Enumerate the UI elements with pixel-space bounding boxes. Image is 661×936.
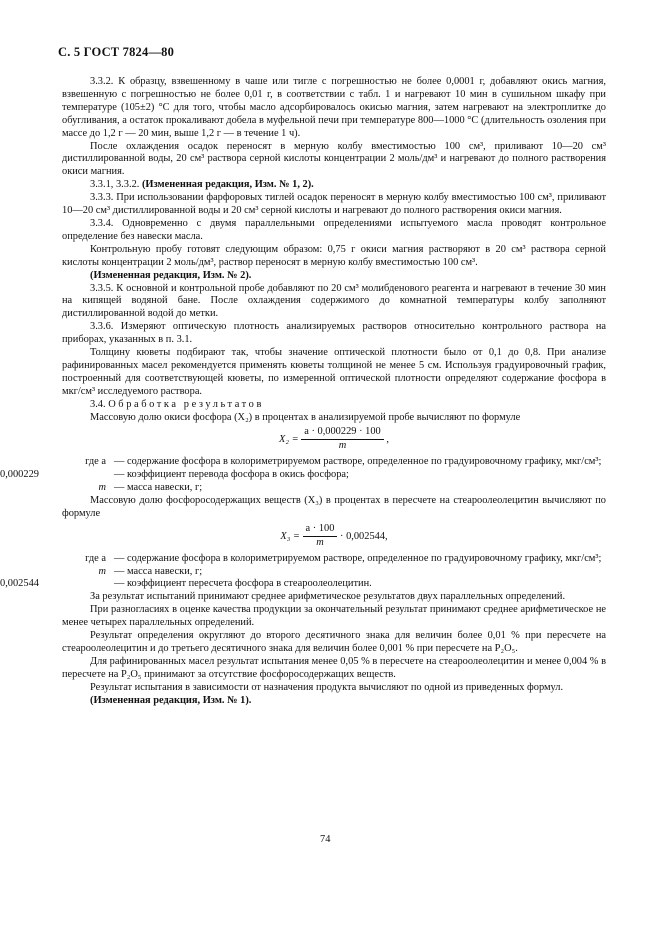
paragraph-x2-intro: Массовую долю окиси фосфора (X₂) в процентах в анализируемой пробе вычисляют по формуле bbox=[90, 411, 521, 423]
paragraph-x3-intro: Массовую долю фосфоросодержащих веществ (X₃) в процентах в пересчете на стеароолеолецитин вычисляют по формуле bbox=[62, 495, 606, 519]
legend-x3-coef bbox=[0, 578, 606, 591]
revision-note-3: (Измененная редакция, Изм. № 1). bbox=[90, 694, 252, 706]
legend-label: где a bbox=[85, 552, 106, 564]
document-body bbox=[0, 76, 606, 708]
paragraph-rounding: Результат определения округляют до второго десятичного знака для величин более 0,01 % при пересчете на стеароолеолецитин и до третьего десятичного знака для величин более 0,001 % при пересчете на P₂O₅. bbox=[62, 630, 606, 654]
paragraph-3-3-5: 3.3.5. К основной и контрольной пробе добавляют по 20 см³ молибденового реагента и нагревают в течение 30 мин на кипящей водяной бане. После охлаждения содержимого до комнатной температуры колбу заполняют дистиллированной водой до метки. bbox=[62, 282, 606, 320]
paragraph-disagreement: При разногласиях в оценке качества продукции за окончательный результат принимают среднее арифметическое не менее четырех параллельных определений. bbox=[62, 604, 606, 629]
revision-note-1 bbox=[62, 179, 606, 192]
revision-clauses: 3.3.1, 3.3.2. bbox=[90, 179, 140, 191]
legend-label: 0,000229 bbox=[0, 469, 39, 481]
paragraph-control-sample: Контрольную пробу готовят следующим образом: 0,75 г окиси магния растворяют в 20 см³ раствора серной кислоты концентрации 2 моль/дм³, раствор переносят в мерную колбу вместимостью 100 см³. bbox=[62, 243, 606, 268]
paragraph-result: За результат испытаний принимают среднее арифметическое результатов двух параллельных определений. bbox=[90, 591, 566, 603]
paragraph-3-3-3: 3.3.3. При использовании фарфоровых тиглей осадок переносят в мерную колбу вместимостью 100 см³, приливают 10—20 см³ дистиллированной воды и 20 см³ серной кислоты и нагревают до полного растворения окиси магния. bbox=[62, 192, 606, 217]
formula-x2-lhs: X₂ = bbox=[279, 434, 299, 446]
legend-text: — содержание фосфора в колориметрируемом растворе, определенное по градуировочному графику, мкг/см³; bbox=[114, 552, 602, 564]
legend-x3-m bbox=[62, 566, 606, 579]
formula-x2-fraction bbox=[301, 426, 383, 453]
section-title: Обработка результатов bbox=[108, 398, 264, 410]
legend-text: — коэффициент пересчета фосфора в стеароолеолецитин. bbox=[114, 578, 372, 590]
legend-x2-a bbox=[62, 456, 606, 469]
section-number: 3.4. bbox=[90, 398, 106, 410]
formula-x3 bbox=[62, 523, 606, 550]
formula-x3-fraction bbox=[303, 523, 338, 550]
legend-text: — содержание фосфора в колориметрируемом растворе, определенное по градуировочному графику, мкг/см³; bbox=[114, 456, 602, 468]
paragraph-3-3-6: 3.3.6. Измеряют оптическую плотность анализируемых растворов относительно контрольного раствора на приборах, указанных в п. 3.1. bbox=[62, 321, 606, 346]
legend-x3-a bbox=[62, 553, 606, 566]
formula-x2 bbox=[62, 426, 606, 453]
legend-text: — масса навески, г; bbox=[114, 565, 203, 577]
legend-x2-coef bbox=[0, 469, 606, 482]
legend-label: m bbox=[98, 565, 106, 577]
legend-label: где a bbox=[85, 456, 106, 468]
section-3-4-heading bbox=[62, 399, 606, 412]
legend-label: 0,002544 bbox=[0, 578, 39, 590]
legend-label: m bbox=[98, 482, 106, 494]
formula-x3-numerator: a · 100 bbox=[303, 523, 338, 537]
page-header: С. 5 ГОСТ 7824—80 bbox=[58, 45, 175, 59]
formula-x3-lhs: X₃ = bbox=[280, 530, 300, 542]
formula-x3-tail: · 0,002544, bbox=[340, 530, 388, 542]
formula-x2-numerator: a · 0,000229 · 100 bbox=[301, 426, 383, 440]
page-number: 74 bbox=[320, 834, 331, 845]
legend-text: — масса навески, г; bbox=[114, 482, 203, 494]
paragraph-3-3-2: 3.3.2. К образцу, взвешенному в чаше или тигле с погрешностью не более 0,0001 г, добавляют окись магния, взвешенную с погрешностью не более 0,01 г, в соответствии с табл. 1 и нагревают 10 мин в сушильном шкафу при температуре (105±2) °С для того, чтобы масло адсорбировалось окисью магния, затем нагревают на электроплитке до обугливания, а остаток прокаливают добела в муфельной печи при температуре 800—1000 °С (длительность озоления при массе до 1,2 г — 20 мин, выше 1,2 г — в течение 1 ч). bbox=[62, 76, 606, 139]
paragraph-refined-oils: Для рафинированных масел результат испытания менее 0,05 % в пересчете на стеароолеолецитин и менее 0,004 % в пересчете на P₂O₅ принимают за отсутствие фосфоросодержащих веществ. bbox=[62, 655, 606, 680]
formula-x2-tail: , bbox=[386, 434, 389, 446]
legend-text: — коэффициент перевода фосфора в окись фосфора; bbox=[114, 469, 349, 481]
paragraph-3-3-4: 3.3.4. Одновременно с двумя параллельными определениями испытуемого масла проводят контрольное определение без навески масла. bbox=[62, 217, 606, 242]
revision-text: (Измененная редакция, Изм. № 1, 2). bbox=[141, 179, 314, 191]
legend-x2-m bbox=[62, 482, 606, 495]
revision-note-2: (Измененная редакция, Изм. № 2). bbox=[90, 269, 252, 281]
formula-x3-denominator: m bbox=[316, 536, 324, 548]
paragraph-formula-choice: Результат испытания в зависимости от назначения продукта вычисляют по одной из приведенных формул. bbox=[90, 681, 564, 693]
paragraph-cuvette: Толщину кюветы подбирают так, чтобы значение оптической плотности было от 0,1 до 0,8. При анализе рафинированных масел рекомендуется применять кюветы толщиной не менее 5 см. Используя градуировочный график, построенный для соответствующей кюветы, по измеренной оптической плотности определяют содержание фосфора в мкг/см³ исследуемого раствора. bbox=[62, 347, 606, 397]
paragraph-cooling: После охлаждения осадок переносят в мерную колбу вместимостью 100 см³, приливают 10—20 см³ дистиллированной воды, 20 см³ раствора серной кислоты концентрации 2 моль/дм³ и нагревают до полного растворения окиси магния. bbox=[62, 140, 606, 178]
formula-x2-denominator: m bbox=[338, 440, 347, 452]
